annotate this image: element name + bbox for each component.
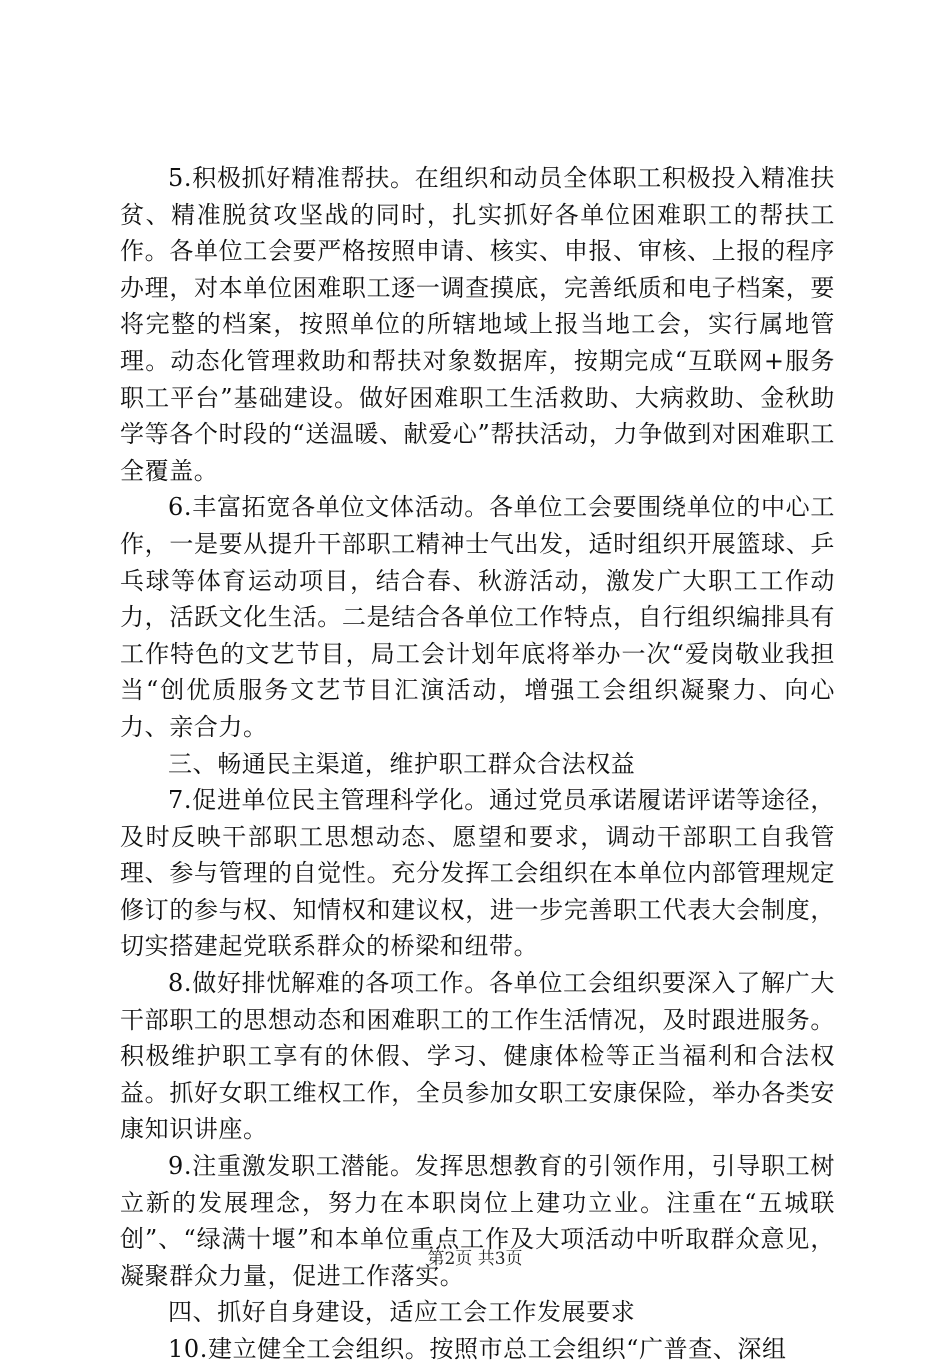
- paragraph-10-union-organization: 10.建立健全工会组织。按照市总工会组织“广普查、深组: [168, 1335, 787, 1363]
- document-body: [120, 160, 835, 1368]
- paragraph-5-precise-assistance: 5.积极抓好精准帮扶。在组织和动员全体职工积极投入精准扶贫、精准脱贫攻坚战的同时，扎实抓好各单位困难职工的帮扶工作。各单位工会要严格按照申请、核实、申报、审核、上报的程序办理，对本单位困难职工逐一调查摸底，完善纸质和电子档案，要将完整的档案，按照单位的所辖地域上报当地工会，实行属地管理。动态化管理救助和帮扶对象数据库，按期完成“互联网+服务职工平台”基础建设。做好困难职工生活救助、大病救助、金秋助学等各个时段的“送温暖、献爱心”帮扶活动，力争做到对困难职工全覆盖。: [120, 164, 835, 485]
- section-heading-3: 三、畅通民主渠道，维护职工群众合法权益: [168, 749, 636, 778]
- section-heading-4: 四、抓好自身建设，适应工会工作发展要求: [168, 1298, 636, 1327]
- paragraph-6-cultural-activities: 6.丰富拓宽各单位文体活动。各单位工会要围绕单位的中心工作，一是要从提升干部职工精神士气出发，适时组织开展篮球、乒乓球等体育运动项目，结合春、秋游活动，激发广大职工工作动力，活跃文化生活。二是结合各单位工作特点，自行组织编排具有工作特色的文艺节目，局工会计划年底将举办一次“爱岗敬业我担当“创优质服务文艺节目汇演活动，增强工会组织凝聚力、向心力、亲合力。: [120, 493, 835, 741]
- paragraph-9-stimulate-potential: 9.注重激发职工潜能。发挥思想教育的引领作用，引导职工树立新的发展理念，努力在本职岗位上建功立业。注重在“五城联创”、“绿满十堰”和本单位重点工作及大项活动中听取群众意见，凝聚群众力量，促进工作落实。: [120, 1152, 835, 1290]
- page-footer: 第2页 共3页: [427, 1249, 523, 1269]
- paragraph-8-solve-difficulties: 8.做好排忧解难的各项工作。各单位工会组织要深入了解广大干部职工的思想动态和困难职工的工作生活情况，及时跟进服务。积极维护职工享有的休假、学习、健康体检等正当福利和合法权益。抓好女职工维权工作，全员参加女职工安康保险，举办各类安康知识讲座。: [120, 969, 835, 1144]
- paragraph-7-democratic-management: 7.促进单位民主管理科学化。通过党员承诺履诺评诺等途径，及时反映干部职工思想动态、愿望和要求，调动干部职工自我管理、参与管理的自觉性。充分发挥工会组织在本单位内部管理规定修订的参与权、知情权和建议权，进一步完善职工代表大会制度，切实搭建起党联系群众的桥梁和纽带。: [120, 786, 835, 961]
